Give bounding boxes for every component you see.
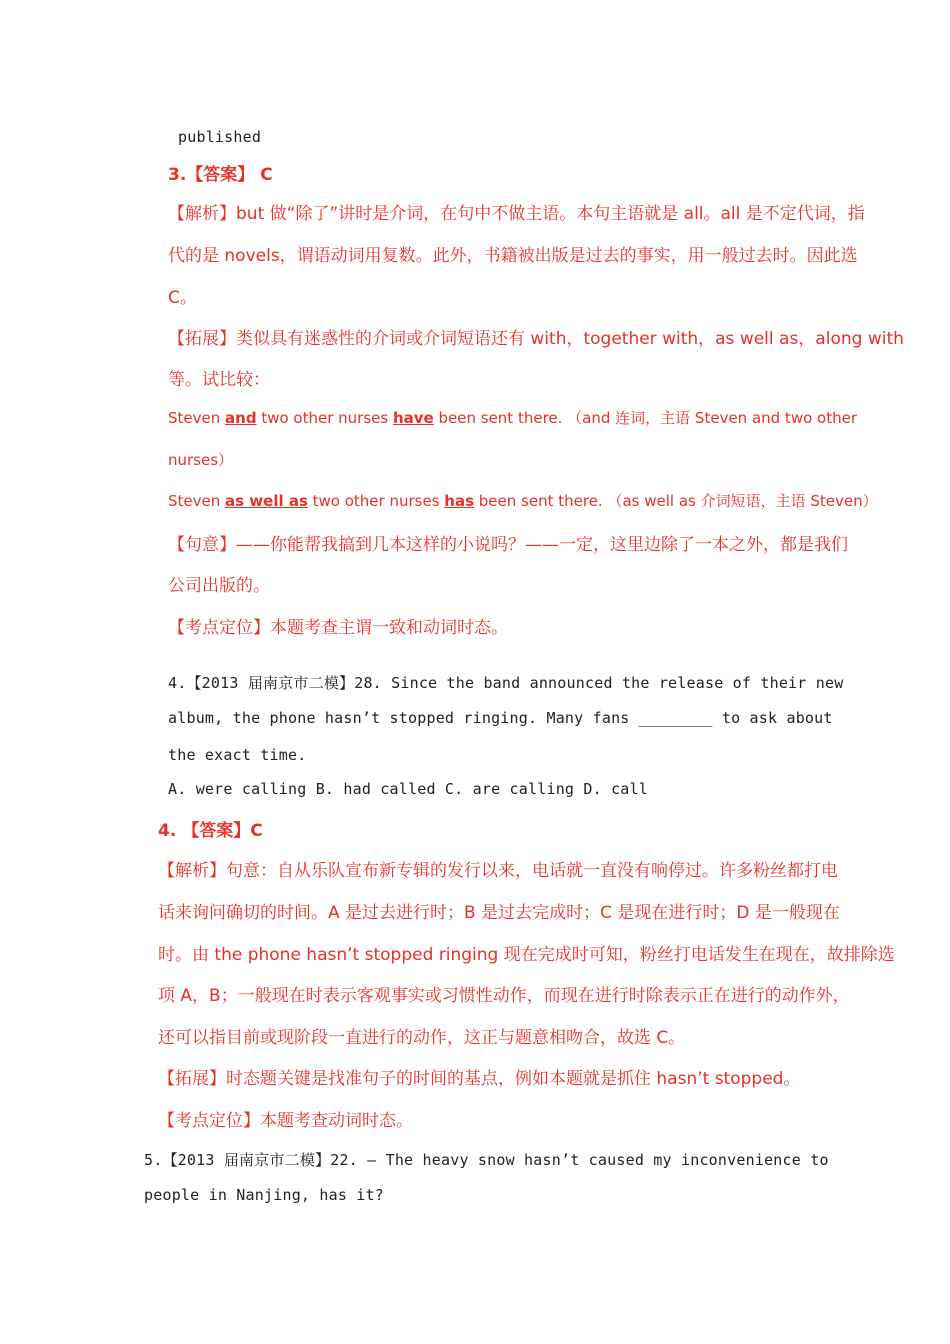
q4-answer: 4. 【答案】C [158, 821, 263, 841]
q3-extension-line-2: 等。试比较： [168, 370, 270, 390]
example2-as-well-as: as well as [225, 492, 308, 510]
q3-example-2 [168, 490, 878, 511]
q3-meaning-line-1: 【句意】——你能帮我搞到几本这样的小说吗？——一定，这里边除了一本之外，都是我们 [168, 535, 848, 555]
example2-part-3: been sent there. （as well as 介词短语，主语 Steven） [474, 492, 878, 510]
q3-example-1-line-2: nurses） [168, 451, 234, 469]
q3-analysis-line-3: C。 [168, 288, 197, 308]
q4-analysis-line-5: 还可以指目前或现阶段一直进行的动作，这正与题意相吻合，故选 C。 [158, 1028, 686, 1048]
example1-have: have [392, 409, 434, 427]
q3-analysis-line-2: 代的是 novels，谓语动词用复数。此外，书籍被出版是过去的事实，用一般过去时。因此选 [168, 246, 858, 266]
q3-focus: 【考点定位】本题考查主谓一致和动词时态。 [168, 618, 508, 638]
q4-analysis-line-2: 话来询问确切的时间。A 是过去进行时；B 是过去完成时；C 是现在进行时；D 是一般现在 [158, 903, 840, 923]
q4-analysis-line-3: 时。由 the phone hasn’t stopped ringing 现在完成时可知，粉丝打电话发生在现在，故排除选 [158, 945, 895, 965]
example1-and: and [225, 409, 257, 427]
q4-analysis-line-1: 【解析】句意：自从乐队宣布新专辑的发行以来，电话就一直没有响停过。许多粉丝都打电 [158, 861, 838, 881]
example1-part-1: Steven [168, 409, 226, 427]
published-text: published [178, 128, 262, 146]
example2-part-1: Steven [168, 492, 226, 510]
q5-stem-line-1: 5.【2013 届南京市二模】22. — The heavy snow hasn’t caused my inconvenience to [144, 1151, 829, 1169]
q3-meaning-line-2: 公司出版的。 [168, 576, 270, 596]
q4-stem-line-2: album, the phone hasn’t stopped ringing. Many fans ________ to ask about [168, 709, 833, 727]
q3-extension-line-1: 【拓展】类似具有迷惑性的介词或介词短语还有 with，together with，as well as，along with [168, 329, 904, 349]
q4-stem-line-1: 4.【2013 届南京市二模】28. Since the band announced the release of their new [168, 674, 844, 692]
q4-stem-line-3: the exact time. [168, 746, 307, 764]
q3-answer: 3.【答案】 C [168, 165, 273, 185]
q3-analysis-line-1: 【解析】but 做“除了”讲时是介词，在句中不做主语。本句主语就是 all。all 是不定代词，指 [168, 204, 865, 224]
q4-analysis-line-4: 项 A，B；一般现在时表示客观事实或习惯性动作，而现在进行时除表示正在进行的动作外， [158, 986, 850, 1006]
q4-focus: 【考点定位】本题考查动词时态。 [158, 1111, 413, 1131]
q5-stem-line-2: people in Nanjing, has it? [144, 1186, 384, 1204]
q4-options: A. were calling B. had called C. are calling D. call [168, 780, 648, 798]
q3-example-1 [168, 407, 857, 428]
q4-extension: 【拓展】时态题关键是找准句子的时间的基点，例如本题就是抓住 hasn’t stopped。 [158, 1069, 801, 1089]
example1-part-2: two other nurses [256, 409, 393, 427]
example1-part-3: been sent there. （and 连词，主语 Steven and two other [433, 409, 857, 427]
example2-part-2: two other nurses [307, 492, 445, 510]
example2-has: has [444, 492, 475, 510]
